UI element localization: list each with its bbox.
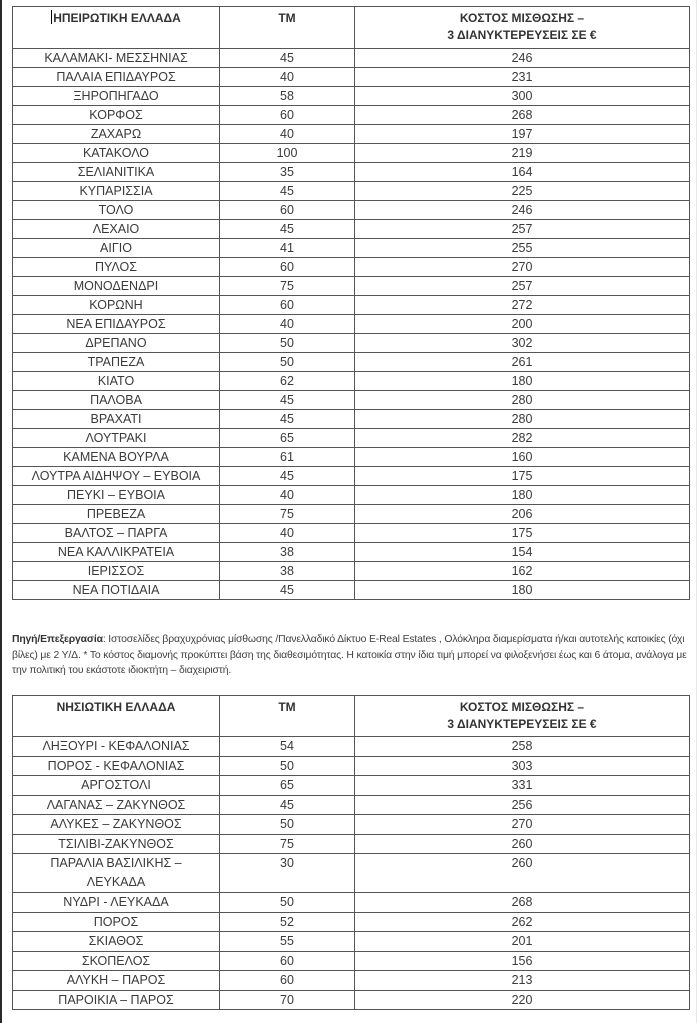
table-row — [13, 429, 690, 448]
cell-place-line2: ΛΕΥΚΑΔΑ — [86, 875, 146, 889]
source-note-label: Πηγή/Επεξεργασία — [12, 634, 103, 645]
header-sqm: ΤΜ — [220, 696, 355, 737]
cell-sqm: 100 — [220, 144, 355, 163]
cell-cost: 246 — [355, 49, 690, 68]
cell-cost: 268 — [355, 893, 690, 913]
cell-cost: 200 — [355, 315, 690, 334]
cell-sqm: 45 — [220, 49, 355, 68]
table-row — [13, 296, 690, 315]
table-row — [13, 737, 690, 757]
cell-place: ΑΛΥΚΗ – ΠΑΡΟΣ — [13, 971, 220, 991]
source-note-text: : Ιστοσελίδες βραχυχρόνιας μίσθωσης /Πανελλαδικό Δίκτυο E-Real Estates , Ολόκληρα διαμερίσματα ή/και αυτοτελής κατοικίες (όχι βίλες) με 2 Υ/Δ. * Το κόστος διαμονής προκύπτει βάση της διαθεσιμότητας. Η κατοικία στην ίδια τιμή μπορεί να φιλοξενήσει έως και 6 άτομα, ανάλογα με την πολιτική του εκάστοτε ιδιοκτήτη – διαχειριστή. — [12, 634, 687, 676]
cell-cost: 268 — [355, 106, 690, 125]
cell-place-line1: ΠΑΡΑΛΙΑ ΒΑΣΙΛΙΚΗΣ – — [50, 856, 182, 870]
cell-place — [13, 854, 220, 893]
table-row — [13, 795, 690, 815]
cell-cost: 175 — [355, 524, 690, 543]
cell-cost: 331 — [355, 776, 690, 796]
cell-cost: 270 — [355, 258, 690, 277]
table-row — [13, 410, 690, 429]
cell-place: ΛΟΥΤΡΑΚΙ — [13, 429, 220, 448]
cell-sqm: 45 — [220, 467, 355, 486]
cell-sqm: 60 — [220, 971, 355, 991]
cell-place: ΔΡΕΠΑΝΟ — [13, 334, 220, 353]
cell-cost: 270 — [355, 815, 690, 835]
cell-place: ΣΚΙΑΘΟΣ — [13, 932, 220, 952]
cell-cost: 257 — [355, 220, 690, 239]
cell-place: ΞΗΡΟΠΗΓΑΔΟ — [13, 87, 220, 106]
table-row — [13, 990, 690, 1010]
table-row — [13, 315, 690, 334]
cell-cost: 258 — [355, 737, 690, 757]
cell-place: ΠΡΕΒΕΖΑ — [13, 505, 220, 524]
cell-cost: 260 — [355, 834, 690, 854]
cell-sqm: 45 — [220, 410, 355, 429]
island-table-body — [13, 737, 690, 1010]
table-row — [13, 932, 690, 952]
cell-sqm: 65 — [220, 776, 355, 796]
cell-sqm: 75 — [220, 277, 355, 296]
cell-sqm: 54 — [220, 737, 355, 757]
cell-place: ΒΑΛΤΟΣ – ΠΑΡΓΑ — [13, 524, 220, 543]
cell-cost: 272 — [355, 296, 690, 315]
table-row — [13, 182, 690, 201]
cell-sqm: 70 — [220, 990, 355, 1010]
cell-cost: 180 — [355, 486, 690, 505]
cell-cost: 225 — [355, 182, 690, 201]
cell-place: ΤΣΙΛΙΒΙ-ΖΑΚΥΝΘΟΣ — [13, 834, 220, 854]
cell-sqm: 45 — [220, 795, 355, 815]
cell-place: ΙΕΡΙΣΣΟΣ — [13, 562, 220, 581]
cell-place: ΚΟΡΦΟΣ — [13, 106, 220, 125]
table-row — [13, 834, 690, 854]
cell-sqm: 60 — [220, 106, 355, 125]
table-row — [13, 258, 690, 277]
source-note — [12, 632, 692, 679]
table-row — [13, 912, 690, 932]
cell-cost: 220 — [355, 990, 690, 1010]
cell-cost: 175 — [355, 467, 690, 486]
cell-sqm: 45 — [220, 391, 355, 410]
cell-place: ΠΑΛΟΒΑ — [13, 391, 220, 410]
cell-place: ΝΕΑ ΕΠΙΔΑΥΡΟΣ — [13, 315, 220, 334]
header-cost — [355, 696, 690, 737]
table-row — [13, 448, 690, 467]
table-row — [13, 524, 690, 543]
cell-cost: 280 — [355, 391, 690, 410]
cell-cost: 262 — [355, 912, 690, 932]
cell-place: ΖΑΧΑΡΩ — [13, 125, 220, 144]
cell-sqm: 61 — [220, 448, 355, 467]
cell-cost: 303 — [355, 756, 690, 776]
cell-cost: 162 — [355, 562, 690, 581]
table-row — [13, 239, 690, 258]
table-row — [13, 277, 690, 296]
cell-place: ΠΟΡΟΣ — [13, 912, 220, 932]
table-row — [13, 144, 690, 163]
cell-cost: 197 — [355, 125, 690, 144]
cell-place: ΠΥΛΟΣ — [13, 258, 220, 277]
header-cost-line2: 3 ΔΙΑΝΥΚΤΕΡΕΥΣΕΙΣ ΣΕ € — [447, 717, 597, 731]
cell-sqm: 41 — [220, 239, 355, 258]
cell-sqm: 52 — [220, 912, 355, 932]
cell-place: ΠΑΛΑΙΑ ΕΠΙΔΑΥΡΟΣ — [13, 68, 220, 87]
cell-cost: 280 — [355, 410, 690, 429]
cell-sqm: 62 — [220, 372, 355, 391]
cell-cost: 302 — [355, 334, 690, 353]
cell-cost: 219 — [355, 144, 690, 163]
cell-sqm: 40 — [220, 486, 355, 505]
table-row — [13, 756, 690, 776]
table-row — [13, 68, 690, 87]
header-cost-line1: ΚΟΣΤΟΣ ΜΙΣΘΩΣΗΣ – — [459, 11, 585, 25]
cell-sqm: 40 — [220, 68, 355, 87]
cell-sqm: 55 — [220, 932, 355, 952]
cell-cost: 180 — [355, 581, 690, 600]
table-row — [13, 543, 690, 562]
header-cost-line1: ΚΟΣΤΟΣ ΜΙΣΘΩΣΗΣ – — [459, 700, 585, 714]
header-region — [13, 7, 220, 49]
table-header-row — [13, 696, 690, 737]
table-row — [13, 815, 690, 835]
cell-cost: 154 — [355, 543, 690, 562]
cell-place: ΜΟΝΟΔΕΝΔΡΙ — [13, 277, 220, 296]
cell-cost: 180 — [355, 372, 690, 391]
cell-place: ΠΟΡΟΣ - ΚΕΦΑΛΟΝΙΑΣ — [13, 756, 220, 776]
cell-sqm: 50 — [220, 353, 355, 372]
table-row — [13, 951, 690, 971]
cell-place: ΝΕΑ ΠΟΤΙΔΑΙΑ — [13, 581, 220, 600]
table-row — [13, 776, 690, 796]
cell-place: ΑΛΥΚΕΣ – ΖΑΚΥΝΘΟΣ — [13, 815, 220, 835]
header-region: ΝΗΣΙΩΤΙΚΗ ΕΛΛΑΔΑ — [13, 696, 220, 737]
cell-cost: 256 — [355, 795, 690, 815]
island-table — [12, 695, 690, 1010]
cell-sqm: 40 — [220, 524, 355, 543]
table-row — [13, 201, 690, 220]
cell-cost: 231 — [355, 68, 690, 87]
table-row — [13, 486, 690, 505]
cell-place: ΚΟΡΩΝΗ — [13, 296, 220, 315]
table-row — [13, 581, 690, 600]
table-row — [13, 125, 690, 144]
cell-place: ΛΟΥΤΡΑ ΑΙΔΗΨΟΥ – ΕΥΒΟΙΑ — [13, 467, 220, 486]
cell-cost: 257 — [355, 277, 690, 296]
table-row — [13, 87, 690, 106]
table-row — [13, 334, 690, 353]
cell-place: ΛΕΧΑΙΟ — [13, 220, 220, 239]
cell-cost: 156 — [355, 951, 690, 971]
table-row — [13, 353, 690, 372]
table-header-row — [13, 7, 690, 49]
cell-place: ΛΗΞΟΥΡΙ - ΚΕΦΑΛΟΝΙΑΣ — [13, 737, 220, 757]
cell-cost: 201 — [355, 932, 690, 952]
table-row — [13, 372, 690, 391]
cell-sqm: 75 — [220, 834, 355, 854]
table-row — [13, 467, 690, 486]
mainland-table — [12, 6, 690, 600]
table-row — [13, 220, 690, 239]
table-row — [13, 163, 690, 182]
cell-cost: 255 — [355, 239, 690, 258]
cell-place: ΚΥΠΑΡΙΣΣΙΑ — [13, 182, 220, 201]
cell-place: ΣΚΟΠΕΛΟΣ — [13, 951, 220, 971]
cell-sqm: 60 — [220, 296, 355, 315]
header-cost-line2: 3 ΔΙΑΝΥΚΤΕΡΕΥΣΕΙΣ ΣΕ € — [447, 28, 597, 42]
cell-place: ΠΕΥΚΙ – ΕΥΒΟΙΑ — [13, 486, 220, 505]
cell-cost: 160 — [355, 448, 690, 467]
cell-sqm: 45 — [220, 182, 355, 201]
cell-sqm: 65 — [220, 429, 355, 448]
cell-sqm: 50 — [220, 815, 355, 835]
cell-place: ΚΑΜΕΝΑ ΒΟΥΡΛΑ — [13, 448, 220, 467]
cell-place: ΚΑΤΑΚΟΛΟ — [13, 144, 220, 163]
cell-place: ΝΕΑ ΚΑΛΛΙΚΡΑΤΕΙΑ — [13, 543, 220, 562]
cell-sqm: 45 — [220, 581, 355, 600]
header-region-label: ΗΠΕΙΡΩΤΙΚΗ ΕΛΛΑΔΑ — [53, 11, 181, 25]
cell-sqm: 30 — [220, 854, 355, 893]
table-row — [13, 562, 690, 581]
cell-place: ΤΡΑΠΕΖΑ — [13, 353, 220, 372]
table-row — [13, 391, 690, 410]
cell-sqm: 75 — [220, 505, 355, 524]
table-row — [13, 971, 690, 991]
cell-sqm: 60 — [220, 258, 355, 277]
cell-sqm: 35 — [220, 163, 355, 182]
cell-place: ΣΕΛΙΑΝΙΤΙΚΑ — [13, 163, 220, 182]
cell-sqm: 50 — [220, 893, 355, 913]
page-edge-left — [0, 0, 2, 1023]
table-row — [13, 106, 690, 125]
cell-place: ΚΑΛΑΜΑΚΙ- ΜΕΣΣΗΝΙΑΣ — [13, 49, 220, 68]
cell-sqm: 50 — [220, 756, 355, 776]
cell-place: ΝΥΔΡΙ - ΛΕΥΚΑΔΑ — [13, 893, 220, 913]
header-sqm: ΤΜ — [220, 7, 355, 49]
cell-sqm: 38 — [220, 562, 355, 581]
cell-place: ΤΟΛΟ — [13, 201, 220, 220]
cell-cost: 206 — [355, 505, 690, 524]
cell-place: ΚΙΑΤΟ — [13, 372, 220, 391]
table-row — [13, 854, 690, 893]
cell-place: ΠΑΡΟΙΚΙΑ – ΠΑΡΟΣ — [13, 990, 220, 1010]
cell-sqm: 40 — [220, 125, 355, 144]
cell-place: ΑΙΓΙΟ — [13, 239, 220, 258]
header-cost — [355, 7, 690, 49]
cell-cost: 246 — [355, 201, 690, 220]
cell-cost: 164 — [355, 163, 690, 182]
table-row — [13, 49, 690, 68]
mainland-table-body — [13, 49, 690, 600]
cell-sqm: 58 — [220, 87, 355, 106]
cell-cost: 261 — [355, 353, 690, 372]
cell-sqm: 60 — [220, 201, 355, 220]
cell-place: ΑΡΓΟΣΤΟΛΙ — [13, 776, 220, 796]
cell-cost: 260 — [355, 854, 690, 893]
cell-sqm: 60 — [220, 951, 355, 971]
cell-place: ΛΑΓΑΝΑΣ – ΖΑΚΥΝΘΟΣ — [13, 795, 220, 815]
cell-place: ΒΡΑΧΑΤΙ — [13, 410, 220, 429]
cell-cost: 213 — [355, 971, 690, 991]
cell-cost: 300 — [355, 87, 690, 106]
cell-sqm: 40 — [220, 315, 355, 334]
cell-cost: 282 — [355, 429, 690, 448]
cell-sqm: 38 — [220, 543, 355, 562]
table-row — [13, 505, 690, 524]
cell-sqm: 50 — [220, 334, 355, 353]
table-row — [13, 893, 690, 913]
cell-sqm: 45 — [220, 220, 355, 239]
